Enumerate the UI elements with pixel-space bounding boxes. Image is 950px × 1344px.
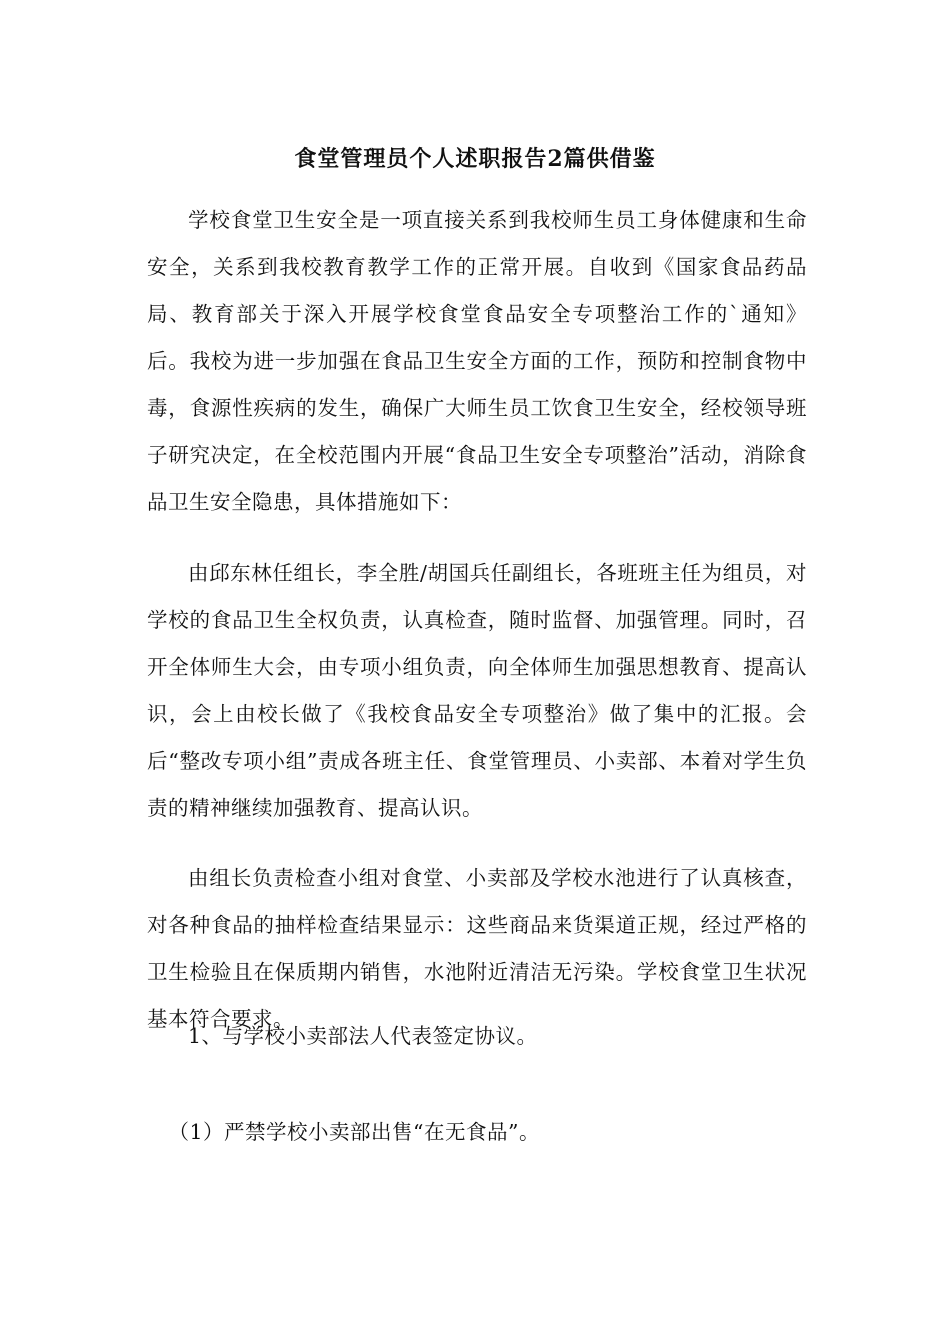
paragraph-inspection: 由组长负责检查小组对食堂、小卖部及学校水池进行了认真核查，对各种食品的抽样检查结果显示：这些商品来货渠道正规，经过严格的卫生检验且在保质期内销售，水池附近清洁无污染。学校食堂卫生状况基本符合要求。 [147,866,807,1031]
paragraph-leadership: 由邱东林任组长，李全胜/胡国兵任副组长，各班班主任为组员，对学校的食品卫生全权负责，认真检查，随时监督、加强管理。同时，召开全体师生大会，由专项小组负责，向全体师生加强思想教育、提高认识，会上由校长做了《我校食品安全专项整治》做了集中的汇报。会后“整改专项小组”责成各班主任、食堂管理员、小卖部、本着对学生负责的精神继续加强教育、提高认识。 [147,561,807,820]
list-item-prohibition: （1）严禁学校小卖部出售“在无食品”。 [168,1120,541,1144]
list-item-agreement: 1、与学校小卖部法人代表签定协议。 [188,1024,538,1048]
document-title: 食堂管理员个人述职报告2篇供借鉴 [294,146,656,172]
paragraph-intro: 学校食堂卫生安全是一项直接关系到我校师生员工身体健康和生命安全，关系到我校教育教学工作的正常开展。自收到《国家食品药品局、教育部关于深入开展学校食堂食品安全专项整治工作的`通知》后。我校为进一步加强在食品卫生安全方面的工作，预防和控制食物中毒，食源性疾病的发生，确保广大师生员工饮食卫生安全，经校领导班子研究决定，在全校范围内开展“食品卫生安全专项整治”活动，消除食品卫生安全隐患，具体措施如下： [147,208,807,514]
